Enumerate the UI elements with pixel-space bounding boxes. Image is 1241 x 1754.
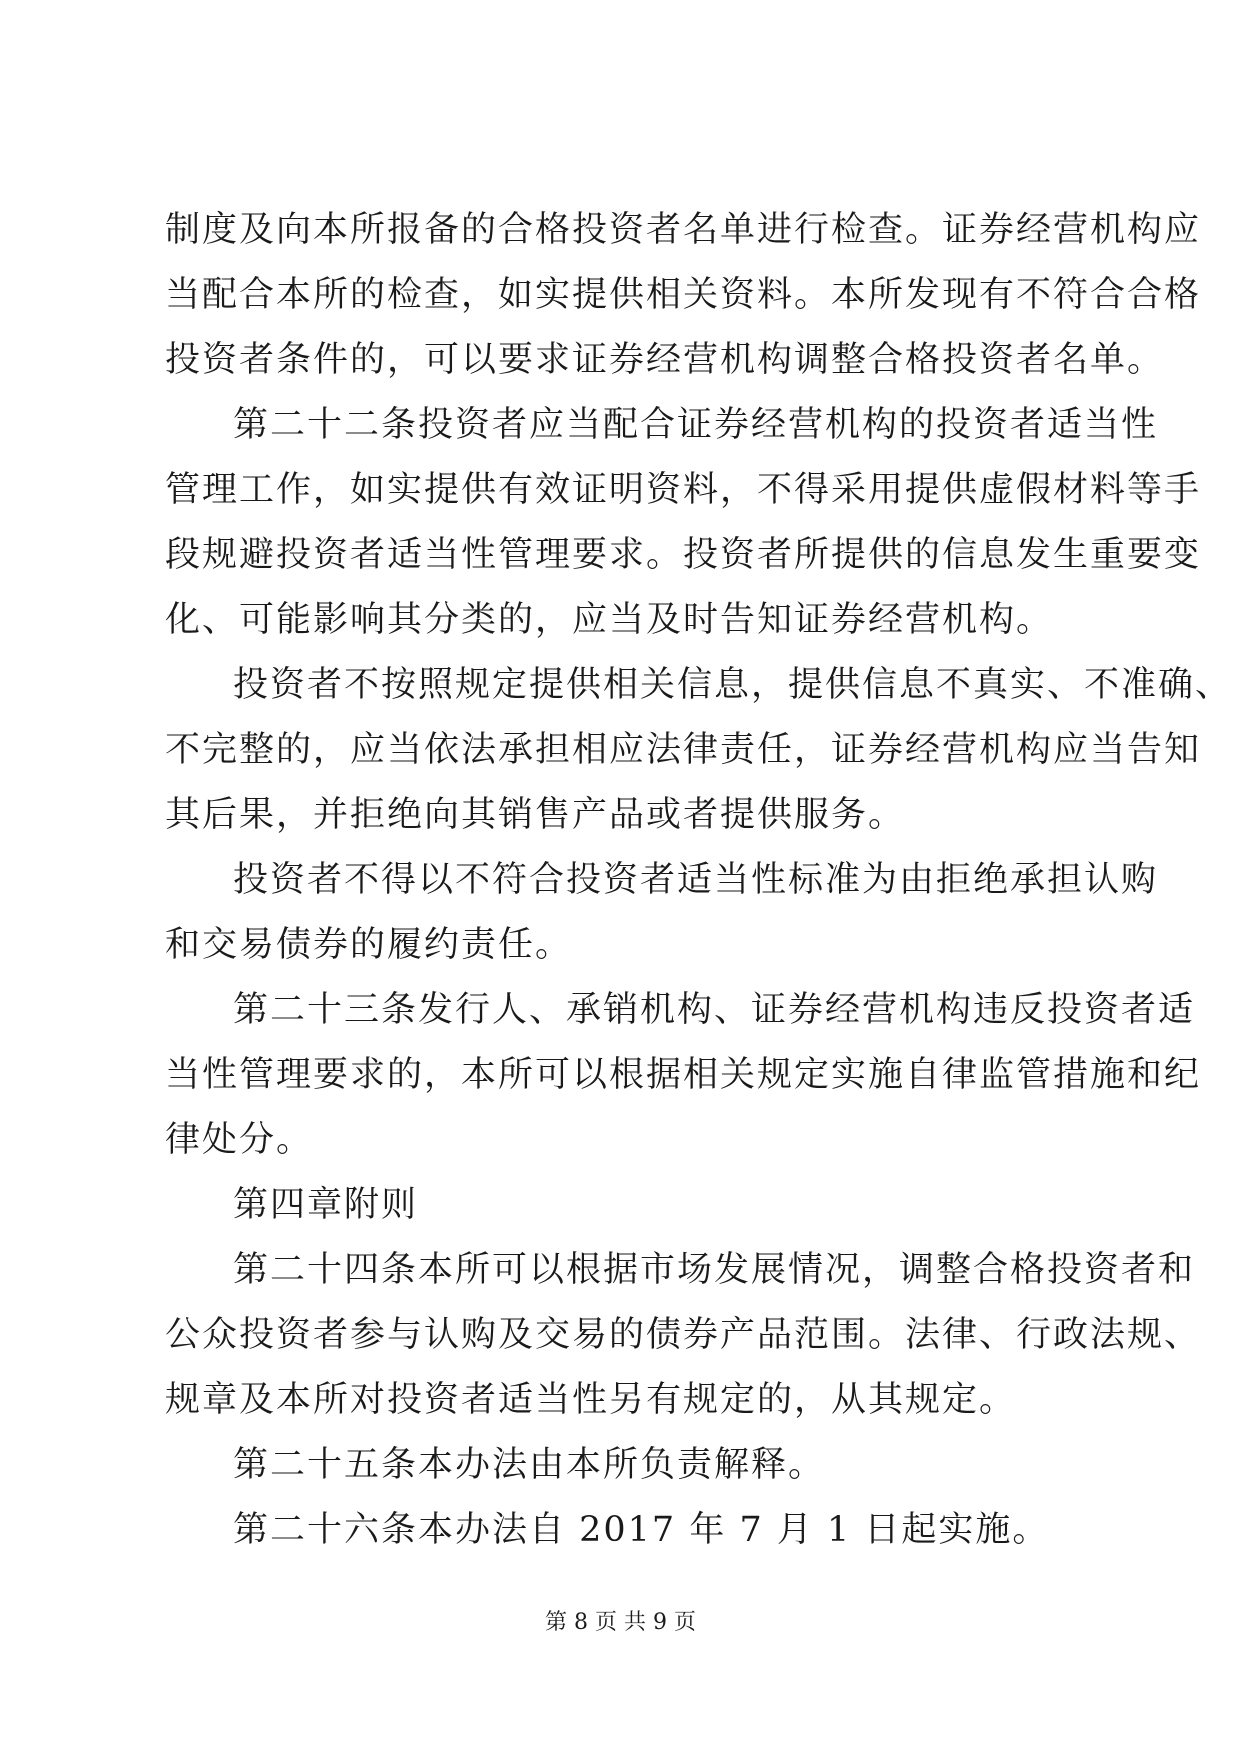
paragraph-line: 当性管理要求的，本所可以根据相关规定实施自律监管措施和纪 <box>165 1055 1202 1095</box>
paragraph-line: 投资者条件的，可以要求证券经营机构调整合格投资者名单。 <box>165 340 1165 380</box>
paragraph-line: 制度及向本所报备的合格投资者名单进行检查。证券经营机构应 <box>165 210 1202 250</box>
paragraph-line: 不完整的，应当依法承担相应法律责任，证券经营机构应当告知 <box>165 730 1202 770</box>
paragraph-line: 第二十五条本办法由本所负责解释。 <box>233 1445 826 1485</box>
chapter-heading: 第四章附则 <box>233 1185 419 1225</box>
paragraph-line: 管理工作，如实提供有效证明资料，不得采用提供虚假材料等手 <box>165 470 1202 510</box>
paragraph-line: 当配合本所的检查，如实提供相关资料。本所发现有不符合合格 <box>165 275 1202 315</box>
paragraph-line: 投资者不按照规定提供相关信息，提供信息不真实、不准确、 <box>233 665 1233 705</box>
paragraph-line: 第二十四条本所可以根据市场发展情况，调整合格投资者和 <box>233 1250 1196 1290</box>
paragraph-line: 其后果，并拒绝向其销售产品或者提供服务。 <box>165 795 906 835</box>
page-footer: 第 8 页 共 9 页 <box>545 1610 696 1635</box>
paragraph-line: 第二十三条发行人、承销机构、证券经营机构违反投资者适 <box>233 990 1196 1030</box>
paragraph-line: 第二十六条本办法自 2017 年 7 月 1 日起实施。 <box>233 1510 1050 1550</box>
paragraph-line: 段规避投资者适当性管理要求。投资者所提供的信息发生重要变 <box>165 535 1202 575</box>
paragraph-line: 公众投资者参与认购及交易的债券产品范围。法律、行政法规、 <box>165 1315 1202 1355</box>
paragraph-line: 规章及本所对投资者适当性另有规定的，从其规定。 <box>165 1380 1017 1420</box>
paragraph-line: 和交易债券的履约责任。 <box>165 925 573 965</box>
paragraph-line: 律处分。 <box>165 1120 314 1160</box>
paragraph-line: 投资者不得以不符合投资者适当性标准为由拒绝承担认购 <box>233 860 1159 900</box>
paragraph-line: 第二十二条投资者应当配合证券经营机构的投资者适当性 <box>233 405 1159 445</box>
paragraph-line: 化、可能影响其分类的，应当及时告知证券经营机构。 <box>165 600 1054 640</box>
